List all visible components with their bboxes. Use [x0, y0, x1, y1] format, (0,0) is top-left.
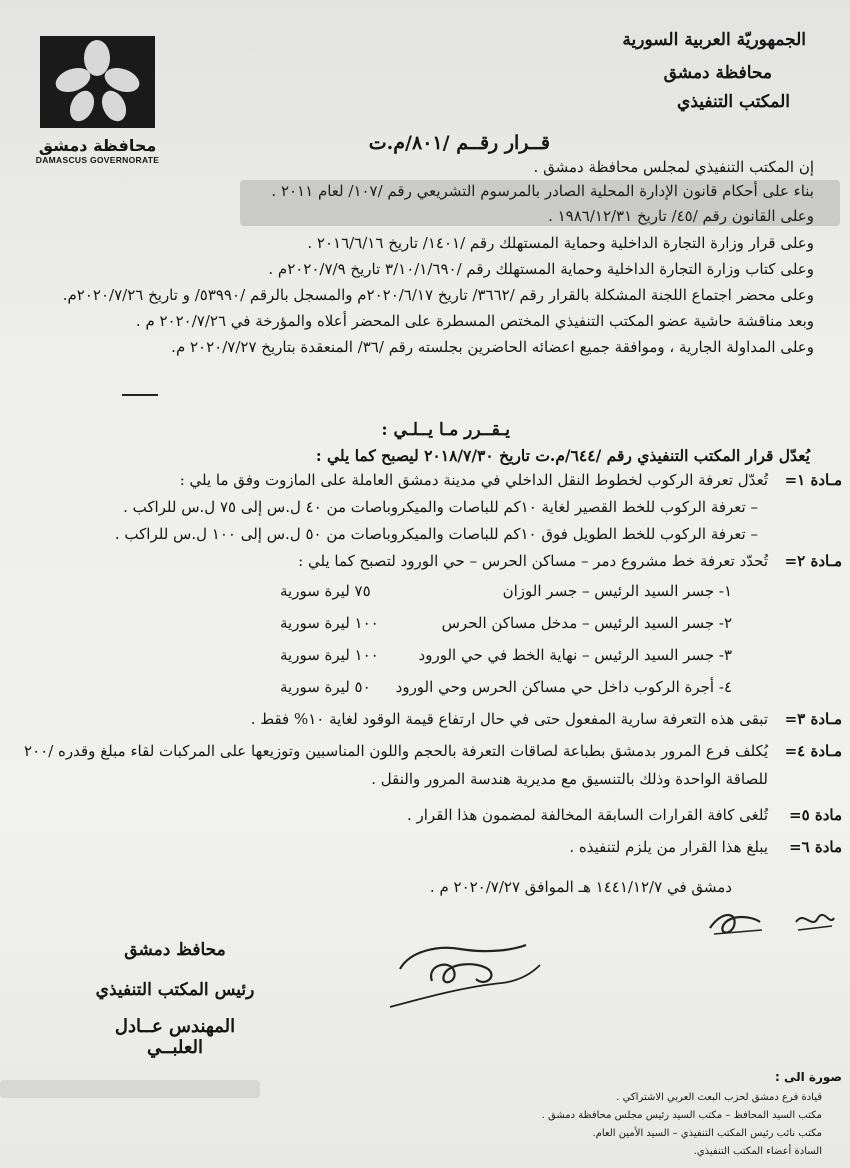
date-line: دمشق في ١٤٤١/١٢/٧ هـ الموافق ٢٠٢٠/٧/٢٧ م .	[429, 878, 732, 896]
logo-english-name: DAMASCUS GOVERNORATE	[35, 155, 160, 165]
article-6-label: مادة ٦=	[788, 838, 842, 856]
copies-item: السادة أعضاء المكتب التنفيذي.	[693, 1146, 822, 1157]
governorate-heading: محافظة دمشق	[663, 63, 772, 83]
preamble-line: بناء على أحكام قانون الإدارة المحلية الصادر بالمرسوم التشريعي رقم /١٠٧/ لعام ٢٠١١ .	[271, 182, 814, 200]
copies-heading: صورة الى :	[774, 1070, 842, 1084]
route-price: ١٠٠ ليرة سورية	[280, 614, 379, 632]
scan-smudge	[0, 1080, 260, 1098]
article-3-label: مـادة ٣=	[784, 710, 842, 728]
decides-heading: يـقــرر مـا يــلـي :	[381, 420, 510, 440]
article-1-label: مـادة ١=	[784, 471, 842, 489]
article-1-item: – تعرفة الركوب للخط الطويل فوق ١٠كم للباصات والميكروباصات من ٥٠ ل.س إلى ١٠٠ ل.س للراكب .	[114, 525, 758, 543]
route-price: ١٠٠ ليرة سورية	[280, 646, 379, 664]
article-1-text: تُعدّل تعرفة الركوب لخطوط النقل الداخلي في مدينة دمشق العاملة على المازوت وفق ما يلي :	[179, 471, 768, 489]
scan-smudge	[240, 180, 840, 226]
article-2-label: مـادة ٢=	[784, 552, 842, 570]
governorate-logo	[30, 36, 165, 165]
article-5-text: تُلغى كافة القرارات السابقة المخالفة لمضمون هذا القرار .	[406, 806, 768, 824]
preamble-line: وعلى محضر اجتماع اللجنة المشكلة بالقرار رقم /٣٦٦٢/ تاريخ ٢٠٢٠/٦/١٧م والمسجل بالرقم /٥٣٩٩٠/ و تاريخ ٢٠٢٠/٧/٢٦م.	[62, 286, 814, 304]
article-4-text-cont: للصاقة الواحدة وذلك بالتنسيق مع مديرية هندسة المرور والنقل .	[371, 770, 768, 788]
article-6-text: يبلغ هذا القرار من يلزم لتنفيذه .	[569, 838, 768, 856]
handwritten-signature	[380, 935, 550, 1015]
preamble-line: وعلى كتاب وزارة التجارة الداخلية وحماية المستهلك رقم /٣/١٠/١/٦٩٠ تاريخ ٢٠٢٠/٧/٩م .	[268, 260, 814, 278]
copies-item: مكتب نائب رئيس المكتب التنفيذي – السيد الأمين العام.	[592, 1128, 822, 1139]
route-name: ٤- أجرة الركوب داخل حي مساكن الحرس وحي الورود	[395, 678, 732, 696]
preamble-line: وعلى قرار وزارة التجارة الداخلية وحماية المستهلك رقم /١٤٠١/ تاريخ ٢٠١٦/٦/١٦ .	[307, 234, 814, 252]
logo-arabic-name: محافظة دمشق	[38, 136, 157, 155]
copies-item: قيادة فرع دمشق لحزب البعث العربي الاشتراكي .	[616, 1092, 822, 1103]
article-5-label: مادة ٥=	[788, 806, 842, 824]
preamble-line: إن المكتب التنفيذي لمجلس محافظة دمشق .	[533, 158, 814, 176]
signature-title-governor: محافظ دمشق	[124, 940, 226, 960]
route-name: ٢- جسر السيد الرئيس – مدخل مساكن الحرس	[441, 614, 732, 632]
route-name: ١- جسر السيد الرئيس – جسر الوزان	[502, 582, 732, 600]
route-name: ٣- جسر السيد الرئيس – نهاية الخط في حي الورود	[418, 646, 732, 664]
article-2-text: تُحدّد تعرفة خط مشروع دمر – مساكن الحرس – حي الورود لتصبح كما يلي :	[298, 552, 768, 570]
article-3-text: تبقى هذه التعرفة سارية المفعول حتى في حال ارتفاع قيمة الوقود لغاية ١٠% فقط .	[250, 710, 768, 728]
dash-mark	[122, 394, 158, 396]
preamble-line: وبعد مناقشة حاشية عضو المكتب التنفيذي المختص المسطرة على المحضر أعلاه والمؤرخة في ٢٠٢٠/٧/٢٦ م .	[135, 312, 814, 330]
article-1-item: – تعرفة الركوب للخط القصير لغاية ١٠كم للباصات والميكروباصات من ٤٠ ل.س إلى ٧٥ ل.س للراكب .	[123, 498, 758, 516]
route-price: ٥٠ ليرة سورية	[280, 678, 371, 696]
signature-title-office: رئيس المكتب التنفيذي	[95, 980, 255, 1000]
preamble-line: وعلى القانون رقم /٤٥/ تاريخ ١٩٨٦/١٢/٣١ .	[548, 207, 814, 225]
initials-mark	[700, 900, 840, 945]
signature-name: المهندس عــادل العلبــي	[114, 1016, 236, 1058]
office-heading: المكتب التنفيذي	[677, 92, 790, 112]
article-4-label: مـادة ٤=	[784, 742, 842, 760]
jasmine-flower-icon	[40, 36, 155, 128]
route-price: ٧٥ ليرة سورية	[280, 582, 371, 600]
preamble-line: وعلى المداولة الجارية ، وموافقة جميع اعضائه الحاضرين بجلسته رقم /٣٦/ المنعقدة بتاريخ ٢٠٢٠/٧/٢٧ م.	[171, 338, 814, 356]
republic-heading: الجمهوريّة العربية السورية	[622, 30, 806, 50]
copies-item: مكتب السيد المحافظ – مكتب السيد رئيس مجلس محافظة دمشق .	[541, 1110, 822, 1121]
article-4-text: يُكلف فرع المرور بدمشق بطباعة لصاقات التعرفة بالحجم واللون المناسبين وتوزيعها على المركبات لقاء مبلغ وقدره /٢٠٠	[24, 742, 768, 760]
decision-number: قــرار رقــم /٨٠١/م.ت	[368, 132, 550, 154]
amend-line: يُعدّل قرار المكتب التنفيذي رقم /٦٤٤/م.ت تاريخ ٢٠١٨/٧/٣٠ ليصبح كما يلي :	[315, 446, 810, 465]
